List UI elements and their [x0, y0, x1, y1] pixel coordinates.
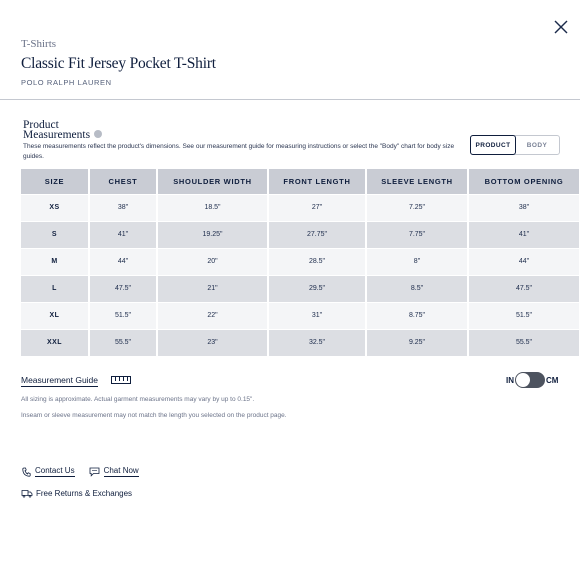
table-cell: 18.5" — [157, 194, 268, 221]
table-header-row — [21, 169, 580, 194]
table-row — [21, 221, 580, 248]
product-header — [21, 38, 216, 87]
table-cell: L — [21, 275, 89, 302]
product-title: Classic Fit Jersey Pocket T-Shirt — [21, 55, 216, 72]
table-cell: 47.5" — [468, 275, 580, 302]
table-cell: 28.5" — [268, 248, 366, 275]
table-cell: 21" — [157, 275, 268, 302]
contact-row — [22, 466, 153, 477]
table-cell: 44" — [89, 248, 157, 275]
product-chart-button[interactable]: PRODUCT — [470, 135, 516, 155]
unit-label-in: IN — [506, 375, 514, 385]
table-cell: 29.5" — [268, 275, 366, 302]
close-icon — [552, 18, 570, 36]
measurement-guide-link[interactable]: Measurement Guide — [21, 375, 99, 385]
section-title-line1: Product — [23, 119, 59, 131]
table-cell: 41" — [468, 221, 580, 248]
contact-us-label: Contact Us — [35, 466, 75, 475]
close-button[interactable] — [552, 18, 570, 36]
table-row — [21, 248, 580, 275]
info-icon[interactable] — [94, 130, 102, 138]
section-title-line2: Measurements — [23, 129, 91, 141]
chat-now-label: Chat Now — [103, 466, 139, 475]
table-cell: 8.5" — [366, 275, 468, 302]
table-cell: M — [21, 248, 89, 275]
truck-icon — [21, 489, 33, 498]
chat-now-link[interactable] — [89, 466, 139, 477]
free-returns-label: Free Returns & Exchanges — [36, 489, 133, 498]
header-divider — [0, 99, 580, 100]
contact-us-link[interactable] — [22, 466, 75, 477]
table-cell: 32.5" — [268, 329, 366, 356]
unit-toggle — [506, 372, 558, 388]
unit-switch[interactable] — [515, 372, 545, 388]
table-cell: XS — [21, 194, 89, 221]
table-cell: 44" — [468, 248, 580, 275]
table-cell: XL — [21, 302, 89, 329]
table-cell: 9.25" — [366, 329, 468, 356]
table-row — [21, 275, 580, 302]
chart-toggle — [470, 135, 560, 155]
table-cell: 55.5" — [468, 329, 580, 356]
table-cell: 51.5" — [89, 302, 157, 329]
table-header-chest: CHEST — [89, 169, 157, 194]
product-category: T-Shirts — [21, 38, 57, 50]
table-cell: 22" — [157, 302, 268, 329]
table-cell: 7.75" — [366, 221, 468, 248]
table-cell: 38" — [468, 194, 580, 221]
sizing-note: All sizing is approximate. Actual garment measurements may vary by up to 0.15". — [21, 396, 255, 403]
table-cell: 41" — [89, 221, 157, 248]
returns-row — [21, 489, 132, 498]
table-row — [21, 194, 580, 221]
table-cell: 27" — [268, 194, 366, 221]
table-cell: 8" — [366, 248, 468, 275]
body-chart-button[interactable]: BODY — [526, 141, 548, 149]
table-header-bottom-opening: BOTTOM OPENING — [468, 169, 580, 194]
switch-knob — [516, 373, 530, 387]
table-cell: 55.5" — [89, 329, 157, 356]
table-cell: 8.75" — [366, 302, 468, 329]
table-cell: 7.25" — [366, 194, 468, 221]
table-cell: 31" — [268, 302, 366, 329]
table-cell: XXL — [21, 329, 89, 356]
inseam-note: Inseam or sleeve measurement may not match the length you selected on the product page. — [21, 412, 287, 419]
table-cell: 19.25" — [157, 221, 268, 248]
table-header-shoulder-width: SHOULDER WIDTH — [157, 169, 268, 194]
table-row — [21, 302, 580, 329]
ruler-icon[interactable] — [111, 376, 131, 384]
table-cell: 23" — [157, 329, 268, 356]
phone-icon — [22, 467, 31, 477]
table-cell: 20" — [157, 248, 268, 275]
table-cell: 47.5" — [89, 275, 157, 302]
table-row — [21, 329, 580, 356]
table-cell: 38" — [89, 194, 157, 221]
table-header-sleeve-length: SLEEVE LENGTH — [366, 169, 468, 194]
section-description: These measurements reflect the product's dimensions. See our measurement guide for measuring instructions or select the "Body" chart for body size guides. — [23, 143, 455, 160]
product-brand: POLO RALPH LAUREN — [21, 78, 112, 87]
size-table — [21, 169, 580, 356]
table-cell: 27.75" — [268, 221, 366, 248]
chat-bubble-icon — [89, 467, 100, 477]
section-title — [23, 120, 102, 140]
table-cell: S — [21, 221, 89, 248]
table-cell: 51.5" — [468, 302, 580, 329]
table-header-front-length: FRONT LENGTH — [268, 169, 366, 194]
unit-label-cm: CM — [546, 375, 559, 385]
table-header-size: SIZE — [21, 169, 89, 194]
